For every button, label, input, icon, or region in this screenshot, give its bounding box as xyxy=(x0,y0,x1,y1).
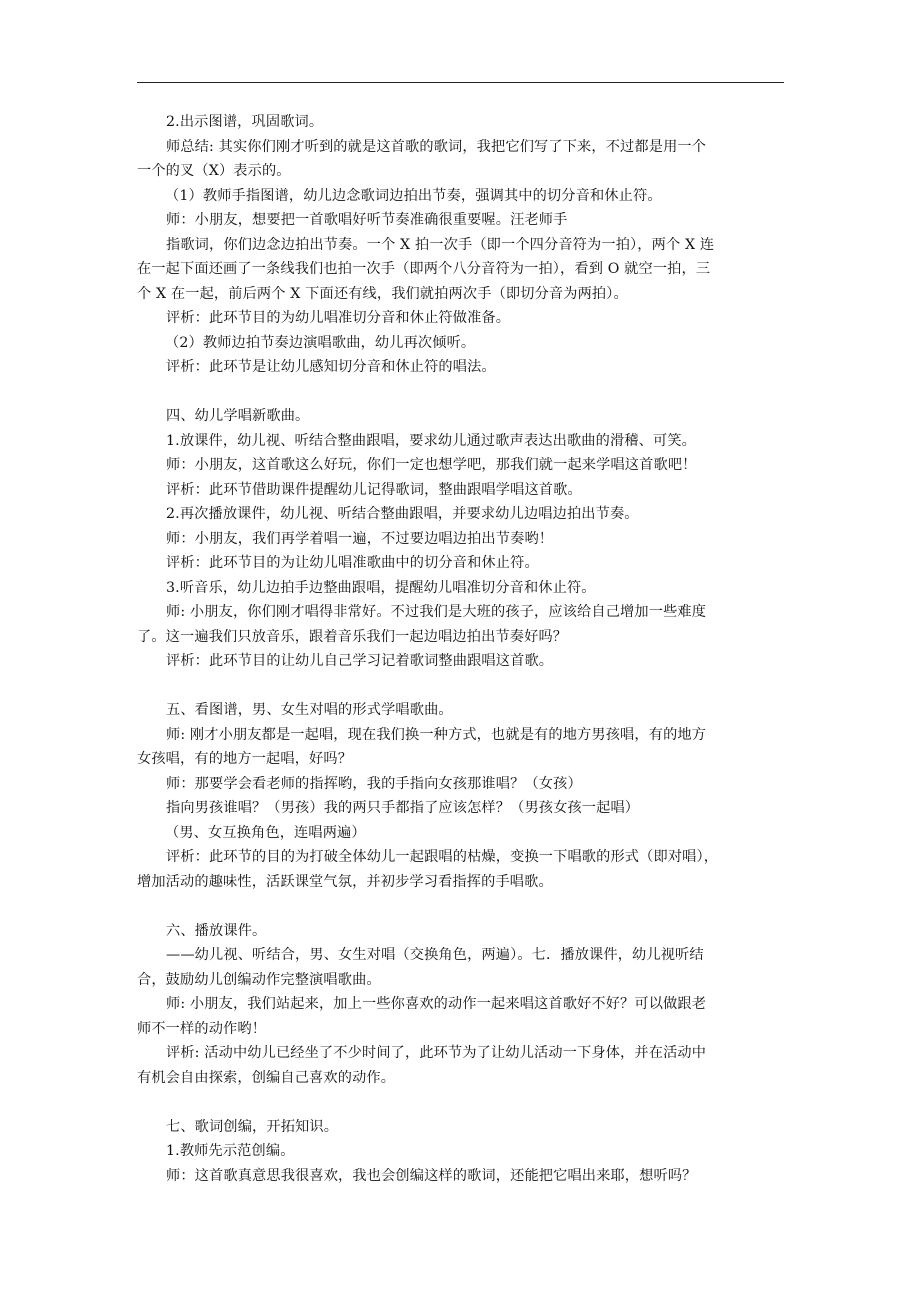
section-heading: 五、看图谱，男、女生对唱的形式学唱歌曲。 xyxy=(166,702,453,718)
text-line: 评析：此环节是让幼儿感知切分音和休止符的唱法。 xyxy=(166,359,496,375)
section-heading: 七、歌词创编，开拓知识。 xyxy=(166,1118,339,1135)
text-line: 评析：此环节目的让幼儿自己学习记着歌词整曲跟唱这首歌。 xyxy=(166,653,554,669)
text-line: 师：这首歌真意思我很喜欢，我也会创编这样的歌词，还能把它唱出来耶，想听吗？ xyxy=(166,1167,697,1184)
section-heading: 四、幼儿学唱新歌曲。 xyxy=(166,408,310,424)
text-line: 评析：此环节借助课件提醒幼儿记得歌词，整曲跟唱学唱这首歌。 xyxy=(166,481,582,498)
text-line: 在一起下面还画了一条线我们也拍一次手（即两个八分音符为一拍），看到 O 就空一拍，三 xyxy=(137,261,711,277)
text-line: 2.出示图谱，巩固歌词。 xyxy=(166,114,324,130)
text-line: 师总结: 其实你们刚才听到的就是这首歌的歌词，我把它们写了下来，不过都是用一个 xyxy=(166,138,707,155)
text-line: 师：那要学会看老师的指挥哟，我的手指向女孩那谁唱？（女孩） xyxy=(166,775,582,792)
text-line: 师：小朋友，想要把一首歌唱好听节奏准确很重要喔。汪老师手 xyxy=(166,212,568,228)
paragraph-gap xyxy=(137,674,787,699)
text-line: 3.听音乐，幼儿边拍手边整曲跟唱，提醒幼儿唱准切分音和休止符。 xyxy=(166,579,596,596)
text-line: 师：小朋友，我们再学着唱一遍，不过要边唱边拍出节奏哟！ xyxy=(166,530,554,547)
paragraph-gap xyxy=(137,1090,787,1115)
text-line: 合，鼓励幼儿创编动作完整演唱歌曲。 xyxy=(137,971,381,988)
text-line: 指歌词，你们边念边拍出节奏。一个 X 拍一次手（即一个四分音符为一拍），两个 X 连 xyxy=(166,236,715,253)
text-line: 师不一样的动作哟！ xyxy=(137,1020,267,1037)
paragraph-gap xyxy=(137,380,787,405)
text-line: （男、女互换角色，连唱两遍） xyxy=(165,824,366,841)
text-line: 师: 小朋友，我们站起来，加上一些你喜欢的动作一起来唱这首歌好不好？可以做跟老 xyxy=(166,996,707,1012)
text-line: 一个的叉（X）表示的。 xyxy=(137,163,291,179)
text-line: 了。这一遍我们只放音乐，跟着音乐我们一起边唱边拍出节奏好吗？ xyxy=(137,628,568,645)
text-line: （2）教师边拍节奏边演唱歌曲，幼儿再次倾听。 xyxy=(165,334,476,351)
text-line: 1.放课件，幼儿视、听结合整曲跟唱，要求幼儿通过歌声表达出歌曲的滑稽、可笑。 xyxy=(166,432,696,449)
paragraph-gap xyxy=(137,894,787,919)
text-line: 师: 小朋友，你们刚才唱得非常好。不过我们是大班的孩子，应该给自己增加一些难度 xyxy=(166,604,707,620)
text-line: ——幼儿视、听结合，男、女生对唱（交换角色，两遍）。七．播放课件，幼儿视听结 xyxy=(166,947,704,963)
text-line: 评析: 活动中幼儿已经坐了不少时间了，此环节为了让幼儿活动一下身体，并在活动中 xyxy=(166,1045,707,1061)
text-line: 增加活动的趣味性，活跃课堂气氛，并初步学习看指挥的手唱歌。 xyxy=(137,873,553,890)
text-line: 师: 刚才小朋友都是一起唱，现在我们换一种方式，也就是有的地方男孩唱，有的地方 xyxy=(166,726,707,743)
header-rule xyxy=(137,82,784,83)
text-line: 2.再次播放课件，幼儿视、听结合整曲跟唱，并要求幼儿边唱边拍出节奏。 xyxy=(166,506,639,522)
text-line: 女孩唱，有的地方一起唱，好吗？ xyxy=(137,751,353,767)
section-heading: 六、播放课件。 xyxy=(166,922,267,939)
text-line: 1.教师先示范创编。 xyxy=(166,1143,295,1159)
text-line: 个 X 在一起，前后两个 X 下面还有线，我们就拍两次手（即切分音为两拍）。 xyxy=(137,285,628,302)
text-line: 评析：此环节目的为让幼儿唱准歌曲中的切分音和休止符。 xyxy=(166,555,539,571)
text-line: （1）教师手指图谱，幼儿边念歌词边拍出节奏，强调其中的切分音和休止符。 xyxy=(165,187,662,204)
text-line: 师：小朋友，这首歌这么好玩，你们一定也想学吧，那我们就一起来学唱这首歌吧！ xyxy=(166,457,697,473)
text-line: 评析：此环节的目的为打破全体幼儿一起跟唱的枯燥，变换一下唱歌的形式（即对唱）， xyxy=(166,849,719,865)
document-body xyxy=(137,110,787,1188)
text-line: 评析：此环节目的为幼儿唱准切分音和休止符做准备。 xyxy=(166,310,511,326)
text-line: 有机会自由探索，创编自己喜欢的动作。 xyxy=(137,1069,396,1086)
text-line: 指向男孩谁唱？（男孩）我的两只手都指了应该怎样？（男孩女孩一起唱） xyxy=(166,800,640,816)
